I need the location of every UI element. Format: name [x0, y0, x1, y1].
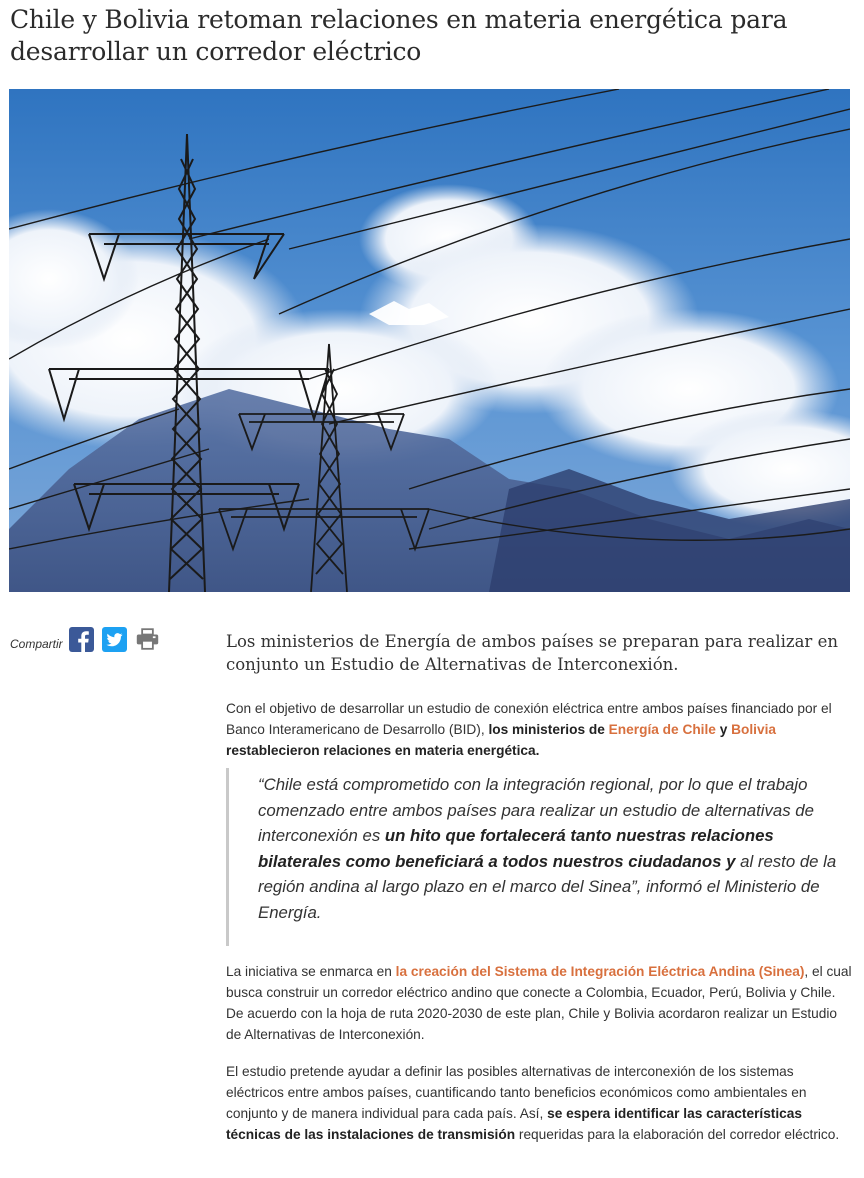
paragraph-1: Con el objetivo de desarrollar un estudio de conexión eléctrica entre ambos países financiado por el Banco Interamericano de Desarrollo (BID), los ministerios de Energía de Chile y Bolivia restablecieron relaciones en materia energética.	[226, 701, 832, 758]
facebook-icon	[69, 627, 94, 652]
link-bolivia[interactable]: Bolivia	[731, 722, 777, 737]
share-label: Compartir	[10, 637, 63, 651]
power-lines-illustration	[9, 89, 850, 592]
article-title: Chile y Bolivia retoman relaciones en materia energética para desarrollar un corredor eléctrico	[10, 5, 788, 66]
print-button[interactable]	[135, 627, 160, 652]
share-bar	[10, 624, 168, 654]
print-icon	[135, 625, 160, 653]
paragraph-2: La iniciativa se enmarca en la creación del Sistema de Integración Eléctrica Andina (Sinea), el cual busca construir un corredor eléctrico andino que conecte a Colombia, Ecuador, Perú, Bolivia y Chile. De acuerdo con la hoja de ruta 2020-2030 de este plan, Chile y Bolivia acordaron realizar un Estudio de Alternativas de Interconexión.	[226, 964, 852, 1042]
pull-quote	[226, 768, 849, 946]
article-body	[226, 630, 852, 761]
link-sinea[interactable]: la creación del Sistema de Integración Eléctrica Andina (Sinea)	[395, 964, 805, 979]
paragraph-3: El estudio pretende ayudar a definir las posibles alternativas de interconexión de los sistemas eléctricos entre ambos países, cuantificando tanto beneficios económicos como ambientales en conjunto y de manera individual para cada país. Así, se espera identificar las características técnicas de las instalaciones de transmisión requeridas para la elaboración del corredor eléctrico.	[226, 1064, 840, 1142]
twitter-icon	[102, 627, 127, 652]
twitter-share-button[interactable]	[102, 627, 127, 652]
article-body-continued	[226, 961, 852, 1145]
quote-text: “Chile está comprometido con la integración regional, por lo que el trabajo comenzado entre ambos países para realizar un estudio de alternativas de interconexión es un hito que fortalecerá tanto nuestras relaciones bilaterales como beneficiará a todos nuestros ciudadanos y al resto de la región andina al largo plazo en el marco del Sinea”, informó el Ministerio de Energía.	[258, 775, 837, 922]
hero-image	[9, 89, 850, 592]
link-energia-chile[interactable]: Energía de Chile	[608, 722, 716, 737]
facebook-share-button[interactable]	[69, 627, 94, 652]
article-lead: Los ministerios de Energía de ambos países se preparan para realizar en conjunto un Estudio de Alternativas de Interconexión.	[226, 632, 838, 674]
